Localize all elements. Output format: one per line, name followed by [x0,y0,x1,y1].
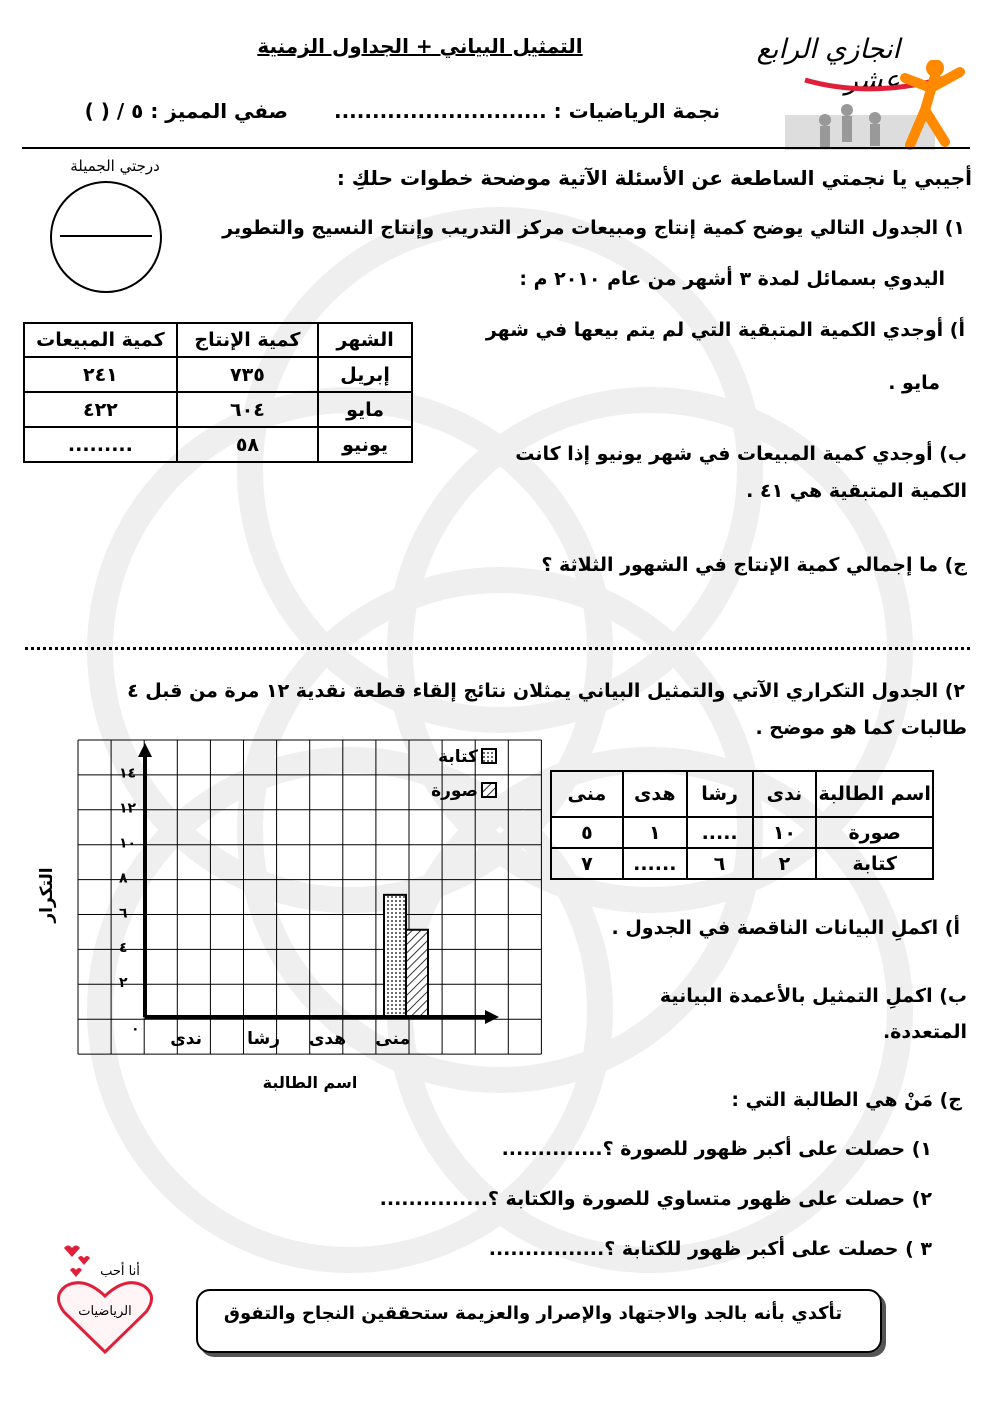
table-cell: يونيو [318,427,412,462]
header-production: كمية الإنتاج [177,323,318,357]
x-axis-label: اسم الطالبة [262,1073,358,1092]
header-huda: هدى [623,771,687,817]
y-tick-label: ٦ [119,905,128,922]
class-line: صفي المميز : ٥ / ( ) [84,99,288,123]
q1a-line2: مايو . [888,372,940,394]
table-cell: ١٠ [753,817,817,848]
x-category-label: ندى [170,1029,202,1049]
table-cell: إبريل [318,357,412,392]
y-tick-label: ٤ [119,940,128,957]
q2a: أ) اكملِ البيانات الناقصة في الجدول . [611,917,960,939]
answer-blank[interactable]: ...... [623,848,687,879]
x-category-label: منى [375,1029,410,1049]
x-category-label: رشا [247,1029,280,1049]
score-divider [60,235,152,237]
motto-box [196,1289,882,1353]
header-divider [22,147,970,149]
production-table [23,322,413,463]
legend-label: كتابة [438,747,478,767]
y-axis-arrow [138,743,152,757]
table-cell: ٢ [753,848,817,879]
q2c: ج) مَنْ هي الطالبة التي : [731,1089,962,1111]
logo-text: انجازي الرابع عشر [756,34,900,96]
x-axis-arrow [485,1010,499,1024]
header-month: الشهر [318,323,412,357]
love-text: أنا أحب [100,1264,140,1279]
y-tick-label: ٨ [119,870,128,887]
section-divider [25,647,970,650]
header-student: اسم الطالبة [816,771,933,817]
x-category-label: هدى [308,1029,346,1049]
q1a-line1: أ) أوجدي الكمية المتبقية التي لم يتم بيعها في شهر [485,319,965,341]
q1b-line1: ب) أوجدي كمية المبيعات في شهر يونيو إذا كانت [515,443,967,465]
y-tick-label: ١٢ [119,800,137,817]
header-rasha: رشا [687,771,753,817]
header-mona: منى [551,771,623,817]
frequency-table [550,770,934,880]
heart-icon [50,1240,160,1360]
table-cell: ٦٠٤ [177,392,318,427]
table-cell: ٥ [551,817,623,848]
instructions: أجيبي يا نجمتي الساطعة عن الأسئلة الآتية موضحة خطوات حلكِ : [336,166,972,190]
table-cell: كتابة [816,848,933,879]
table-cell: صورة [816,817,933,848]
q1-line1: ١) الجدول التالي يوضح كمية إنتاج ومبيعات مركز التدريب وإنتاج النسيج والتطوير [222,217,965,239]
q1b-line2: الكمية المتبقية هي ٤١ . [746,480,967,502]
y-tick-label: ١٤ [119,765,137,782]
table-cell: ٢٤١ [24,357,177,392]
answer-blank[interactable]: ..... [687,817,753,848]
answer-blank[interactable]: ......... [24,427,177,462]
score-label: درجتي الجميلة [70,157,160,175]
table-cell: ٤٢٢ [24,392,177,427]
motto-text: تأكدي بأنه بالجد والاجتهاد والإصرار والعزيمة ستحققين النجاح والتفوق [223,1303,843,1324]
table-cell: ٧ [551,848,623,879]
q1c: ج) ما إجمالي كمية الإنتاج في الشهور الثلاثة ؟ [541,554,967,576]
legend-swatch [482,749,496,763]
table-cell: ١ [623,817,687,848]
bar [406,930,428,1017]
header-nada: ندى [753,771,817,817]
math-text: الرياضيات [78,1304,132,1319]
table-cell: ٦ [687,848,753,879]
bar-chart [30,735,550,1105]
q1-line2: اليدوي بسمائل لمدة ٣ أشهر من عام ٢٠١٠ م : [519,268,945,290]
logo [700,20,975,150]
y-tick-label: ١٠ [119,835,137,852]
header-sales: كمية المبيعات [24,323,177,357]
bar [384,895,406,1017]
q2c-item3: ٣ ) حصلت على أكبر ظهور للكتابة ؟................ [488,1238,932,1260]
q2c-item2: ٢) حصلت على ظهور متساوي للصورة والكتابة ؟............... [379,1188,932,1210]
runners-icon [785,60,975,150]
q2b-line1: ب) اكملِ التمثيل بالأعمدة البيانية [659,985,967,1007]
y-axis-label: التكرار [37,867,57,923]
q2c-item1: ١) حصلت على أكبر ظهور للصورة ؟.............. [501,1138,932,1160]
table-cell: ٧٣٥ [177,357,318,392]
q2-line2: طالبات كما هو موضح . [755,717,967,739]
table-cell: مايو [318,392,412,427]
student-name-line: نجمة الرياضيات : ............................ [333,99,720,123]
y-tick-label: ٢ [119,975,128,992]
y-tick-label: ٠ [131,1021,140,1037]
legend-label: صورة [431,781,478,801]
q2b-line2: المتعددة. [882,1021,967,1043]
score-circle[interactable] [50,181,162,293]
q2-line1: ٢) الجدول التكراري الآتي والتمثيل البياني يمثلان نتائج إلقاء قطعة نقدية ١٢ مرة من قبل ٤ [127,680,965,702]
page-title: التمثيل البياني + الجداول الزمنية [257,34,583,58]
legend-swatch [482,783,496,797]
table-cell: ٥٨ [177,427,318,462]
love-math-badge [50,1240,160,1360]
